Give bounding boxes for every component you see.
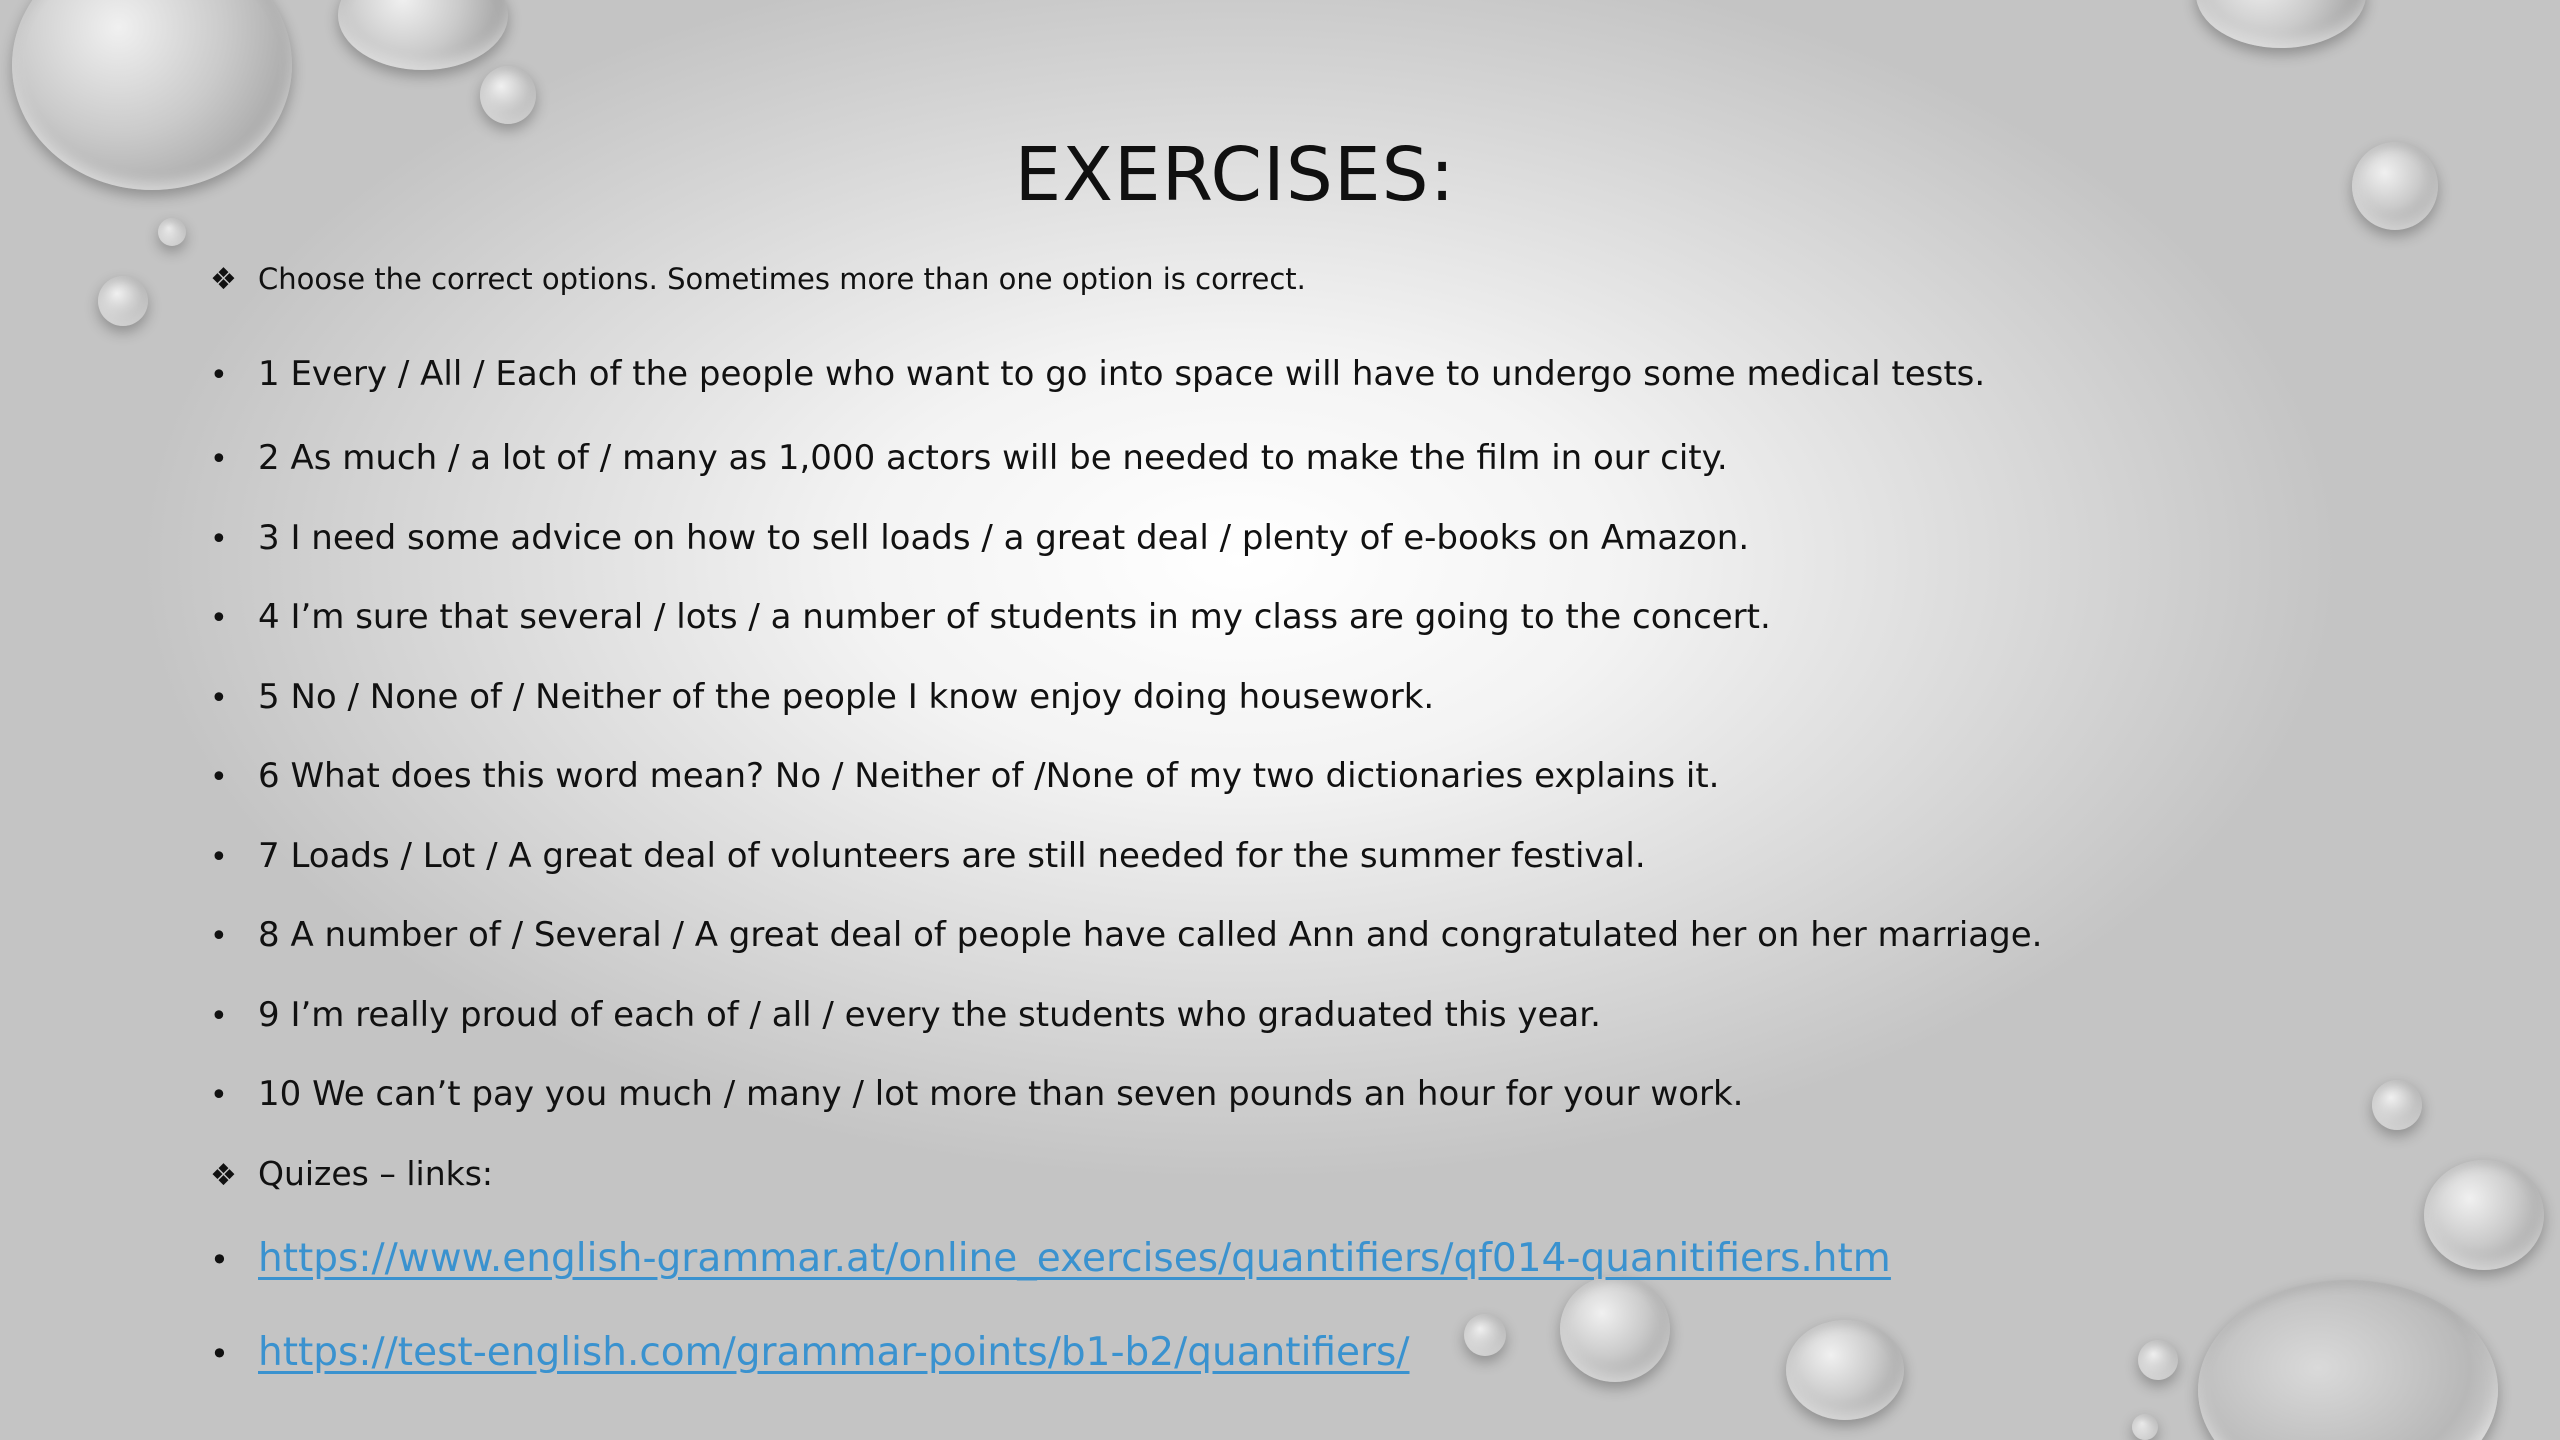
exercise-text: 8 A number of / Several / A great deal of people have called Ann and congratulated her on her marriage. (258, 915, 2043, 955)
exercise-item (210, 518, 1749, 558)
exercise-item (210, 915, 2042, 955)
exercise-text: 3 I need some advice on how to sell loads / a great deal / plenty of e-books on Amazon. (258, 518, 1750, 558)
water-droplet-decoration (1560, 1276, 1670, 1382)
slide-title: EXERCISES: (1014, 132, 1456, 218)
water-droplet-decoration (1786, 1320, 1904, 1420)
bullet-icon: • (210, 760, 228, 795)
water-droplet-decoration (2196, 0, 2366, 48)
quiz-link-item (210, 1236, 1891, 1281)
exercise-item (210, 836, 1646, 876)
exercise-text: 4 I’m sure that several / lots / a number of students in my class are going to the concert. (258, 597, 1771, 637)
exercise-item (210, 354, 1985, 394)
water-droplet-decoration (158, 218, 186, 246)
bullet-icon: • (210, 919, 228, 954)
exercise-text: 2 As much / a lot of / many as 1,000 actors will be needed to make the film in our city. (258, 438, 1728, 478)
exercise-text: 1 Every / All / Each of the people who want to go into space will have to undergo some medical tests. (258, 354, 1986, 394)
exercise-item (210, 597, 1771, 637)
bullet-icon: • (210, 601, 228, 636)
bullet-icon: • (210, 999, 228, 1034)
exercise-item (210, 1074, 1743, 1114)
water-droplet-decoration (338, 0, 508, 70)
exercise-item (210, 995, 1601, 1035)
instruction-line (210, 262, 1306, 297)
bullet-icon: • (210, 358, 228, 393)
exercise-item (210, 438, 1728, 478)
diamond-bullet-icon: ❖ (210, 1158, 237, 1193)
water-droplet-decoration (1464, 1314, 1506, 1356)
bullet-icon: • (210, 840, 228, 875)
exercise-item (210, 677, 1434, 717)
water-droplet-decoration (2372, 1080, 2422, 1130)
bullet-icon: • (210, 522, 228, 557)
water-droplet-decoration (2132, 1414, 2158, 1440)
exercise-text: 10 We can’t pay you much / many / lot more than seven pounds an hour for your work. (258, 1074, 1744, 1114)
quiz-link-item (210, 1330, 1410, 1375)
exercise-text: 9 I’m really proud of each of / all / every the students who graduated this year. (258, 995, 1601, 1035)
exercise-text: 5 No / None of / Neither of the people I know enjoy doing housework. (258, 677, 1435, 717)
quiz-link-test-english[interactable]: https://test-english.com/grammar-points/b1-b2/quantifiers/ (258, 1330, 1410, 1375)
exercise-text: 6 What does this word mean? No / Neither of /None of my two dictionaries explains it. (258, 756, 1720, 796)
water-droplet-decoration (98, 276, 148, 326)
diamond-bullet-icon: ❖ (210, 262, 237, 297)
water-droplet-decoration (2198, 1280, 2498, 1440)
bullet-icon: • (210, 681, 228, 716)
instruction-text: Choose the correct options. Sometimes more than one option is correct. (258, 262, 1306, 296)
quiz-heading (210, 1154, 493, 1193)
quiz-heading-text: Quizes – links: (258, 1154, 494, 1193)
water-droplet-decoration (2138, 1340, 2178, 1380)
bullet-icon: • (210, 442, 228, 477)
water-droplet-decoration (2424, 1160, 2544, 1270)
exercise-text: 7 Loads / Lot / A great deal of volunteers are still needed for the summer festival. (258, 836, 1646, 876)
exercise-item (210, 756, 1719, 796)
bullet-icon: • (210, 1078, 228, 1113)
quiz-link-english-grammar-at[interactable]: https://www.english-grammar.at/online_exercises/quantifiers/qf014-quanitifiers.htm (258, 1236, 1891, 1281)
bullet-icon: • (210, 1241, 229, 1279)
bullet-icon: • (210, 1335, 229, 1373)
water-droplet-decoration (480, 66, 536, 124)
